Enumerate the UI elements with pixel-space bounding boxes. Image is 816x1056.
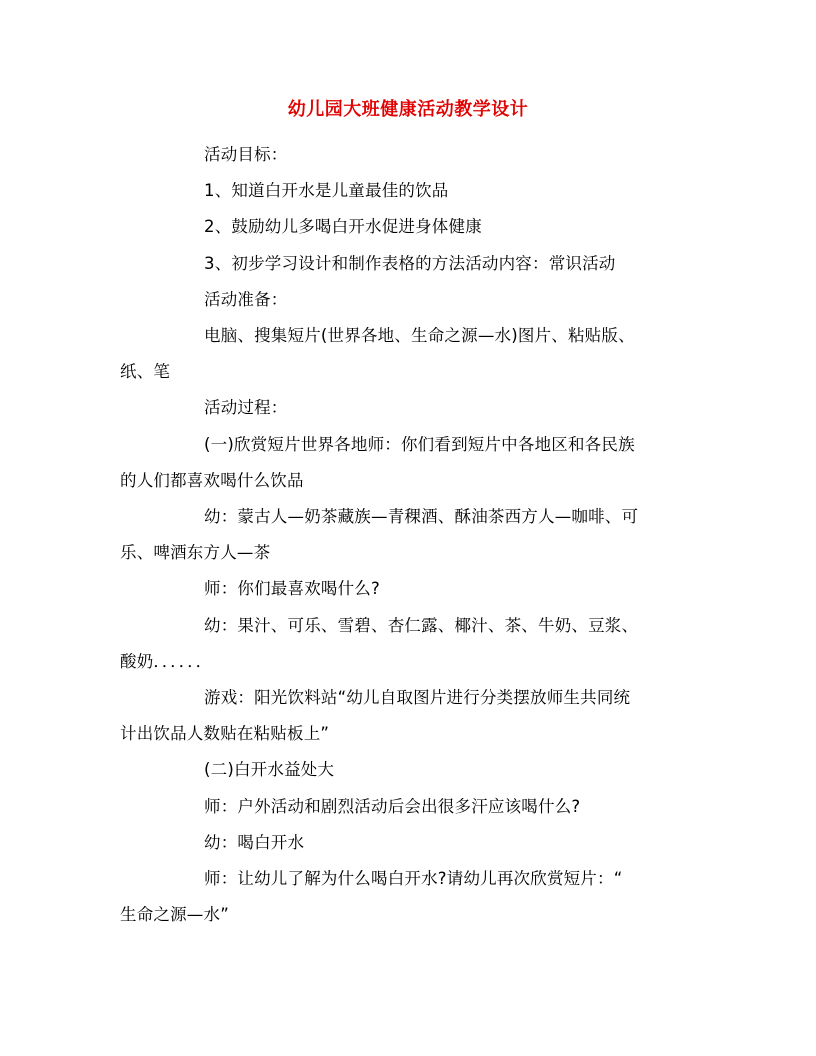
- text-line: 幼：喝白开水: [204, 832, 305, 852]
- text-line: 游戏：阳光饮料站“幼儿自取图片进行分类摆放师生共同统: [204, 688, 631, 708]
- text-line: 计出饮品人数贴在粘贴板上”: [120, 724, 330, 744]
- text-line: 幼：蒙古人—奶茶藏族—青稞酒、酥油茶西方人—咖啡、可: [204, 507, 639, 527]
- text-line: 电脑、搜集短片(世界各地、生命之源—水)图片、粘贴版、: [204, 326, 635, 346]
- text-line: 活动过程：: [204, 398, 288, 418]
- text-line: 师：户外活动和剧烈活动后会出很多汗应该喝什么?: [204, 796, 581, 816]
- text-line: 乐、啤酒东方人—茶: [120, 543, 271, 563]
- document-body: [120, 137, 698, 933]
- text-line: 师：让幼儿了解为什么喝白开水?请幼儿再次欣赏短片：“: [204, 869, 623, 889]
- text-line: 生命之源—水”: [120, 905, 229, 925]
- text-line: 活动目标：: [204, 145, 288, 164]
- text-line: 3、初步学习设计和制作表格的方法活动内容：常识活动: [204, 253, 616, 273]
- text-line: (一)欣赏短片世界各地师：你们看到短片中各地区和各民族: [204, 434, 635, 454]
- text-line: 纸、笔: [120, 362, 171, 382]
- text-line: 师：你们最喜欢喝什么?: [204, 579, 380, 599]
- text-line: 活动准备：: [204, 289, 288, 309]
- text-line: 的人们都喜欢喝什么饮品: [120, 470, 304, 490]
- text-line: 2、鼓励幼儿多喝白开水促进身体健康: [204, 217, 482, 237]
- text-line: 幼：果汁、可乐、雪碧、杏仁露、椰汁、茶、牛奶、豆浆、: [204, 615, 639, 635]
- text-line: (二)白开水益处大: [204, 760, 335, 780]
- text-line: 酸奶．．．．．．: [120, 651, 213, 671]
- text-line: 1、知道白开水是儿童最佳的饮品: [204, 181, 449, 201]
- document-title: 幼儿园大班健康活动教学设计: [287, 99, 529, 120]
